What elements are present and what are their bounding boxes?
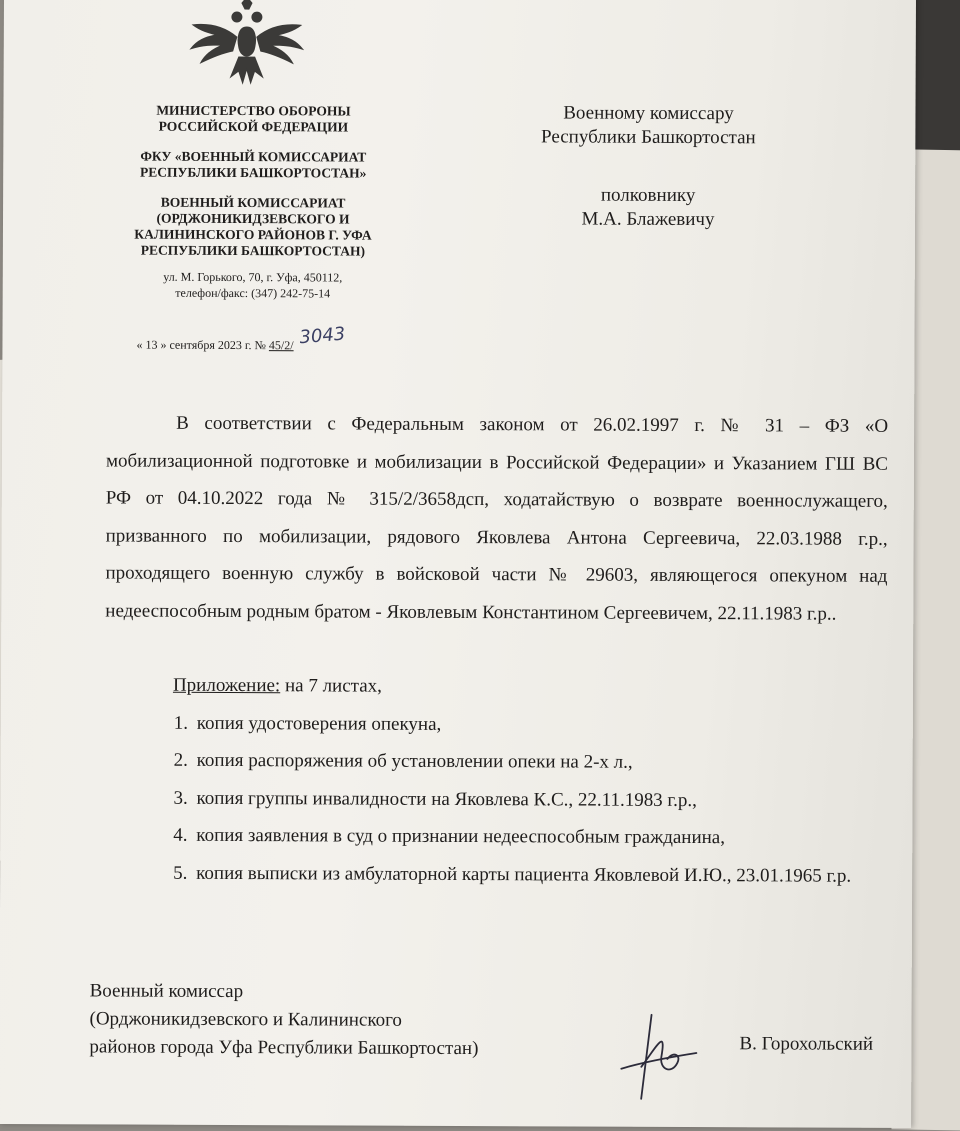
- list-item: 4. копия заявления в суд о признании недееспособным гражданина,: [192, 817, 886, 858]
- signatory-position: Военный комиссар (Орджоникидзевского и Калининского районов города Уфа Республики Башкортостан): [89, 980, 479, 1060]
- ministry-name: МИНИСТЕРСТВО ОБОРОНЫ РОССИЙСКОЙ ФЕДЕРАЦИИ: [156, 102, 351, 135]
- signatory-name: В. Горохольский: [739, 1033, 874, 1055]
- commissariat-name: ВОЕННЫЙ КОМИССАРИАТ (ОРДЖОНИКИДЗЕВСКОГО И КАЛИНИНСКОГО РАЙОНОВ Г. УФА РЕСПУБЛИКИ БАШКОРТОСТАН): [134, 194, 372, 259]
- list-item: 2. копия распоряжения об установлении опеки на 2-х л.,: [193, 742, 887, 783]
- fku-name: ФКУ «ВОЕННЫЙ КОМИССАРИАТ РЕСПУБЛИКИ БАШКОРТОСТАН»: [139, 148, 367, 181]
- list-item: 1. копия удостоверения опекуна,: [193, 704, 887, 745]
- list-item: 5. копия выписки из амбулаторной карты пациента Яковлевой И.Ю., 23.01.1965 г.р.: [192, 854, 886, 895]
- handwritten-signature: [611, 1007, 701, 1102]
- registration-number: 45/2/: [268, 338, 294, 353]
- sender-header: [103, 102, 404, 301]
- attachments-title: Приложение: на 7 листах,: [172, 674, 382, 697]
- letter-body: [105, 404, 888, 632]
- attachments-block: [104, 666, 887, 894]
- sender-address: ул. М. Горького, 70, г. Уфа, 450112, телефон/факс: (347) 242-75-14: [163, 269, 343, 301]
- date-and-number: « 13 » сентября 2023 г. № 45/2/ 3043: [136, 323, 347, 353]
- body-paragraph: В соответствии с Федеральным законом от 26.02.1997 г. № 31 – ФЗ «О мобилизационной подготовке и мобилизации в Российской Федерации» и Указанием ГШ ВС РФ от 04.10.2022 года № 315/2/3658дсп, ходатайствую о возврате военнослужащего, призванного по мобилизации, рядового Яковлева Антона Сергеевича, 22.03.1988 г.р., проходящего военную службу в войсковой части № 29603, являющегося опекуном над недееспособным родным братом - Яковлевым Константином Сергеевичем, 22.11.1983 г.р..: [105, 412, 889, 625]
- list-item: 3. копия группы инвалидности на Яковлева К.С., 22.11.1983 г.р.,: [192, 779, 886, 820]
- addressee-block: Военному комиссару Республики Башкортостан полковнику М.А. Блажевичу: [541, 102, 756, 231]
- double-headed-eagle-emblem-icon: [187, 0, 307, 87]
- attachments-list: [104, 704, 887, 895]
- handwritten-number: 3043: [298, 323, 347, 349]
